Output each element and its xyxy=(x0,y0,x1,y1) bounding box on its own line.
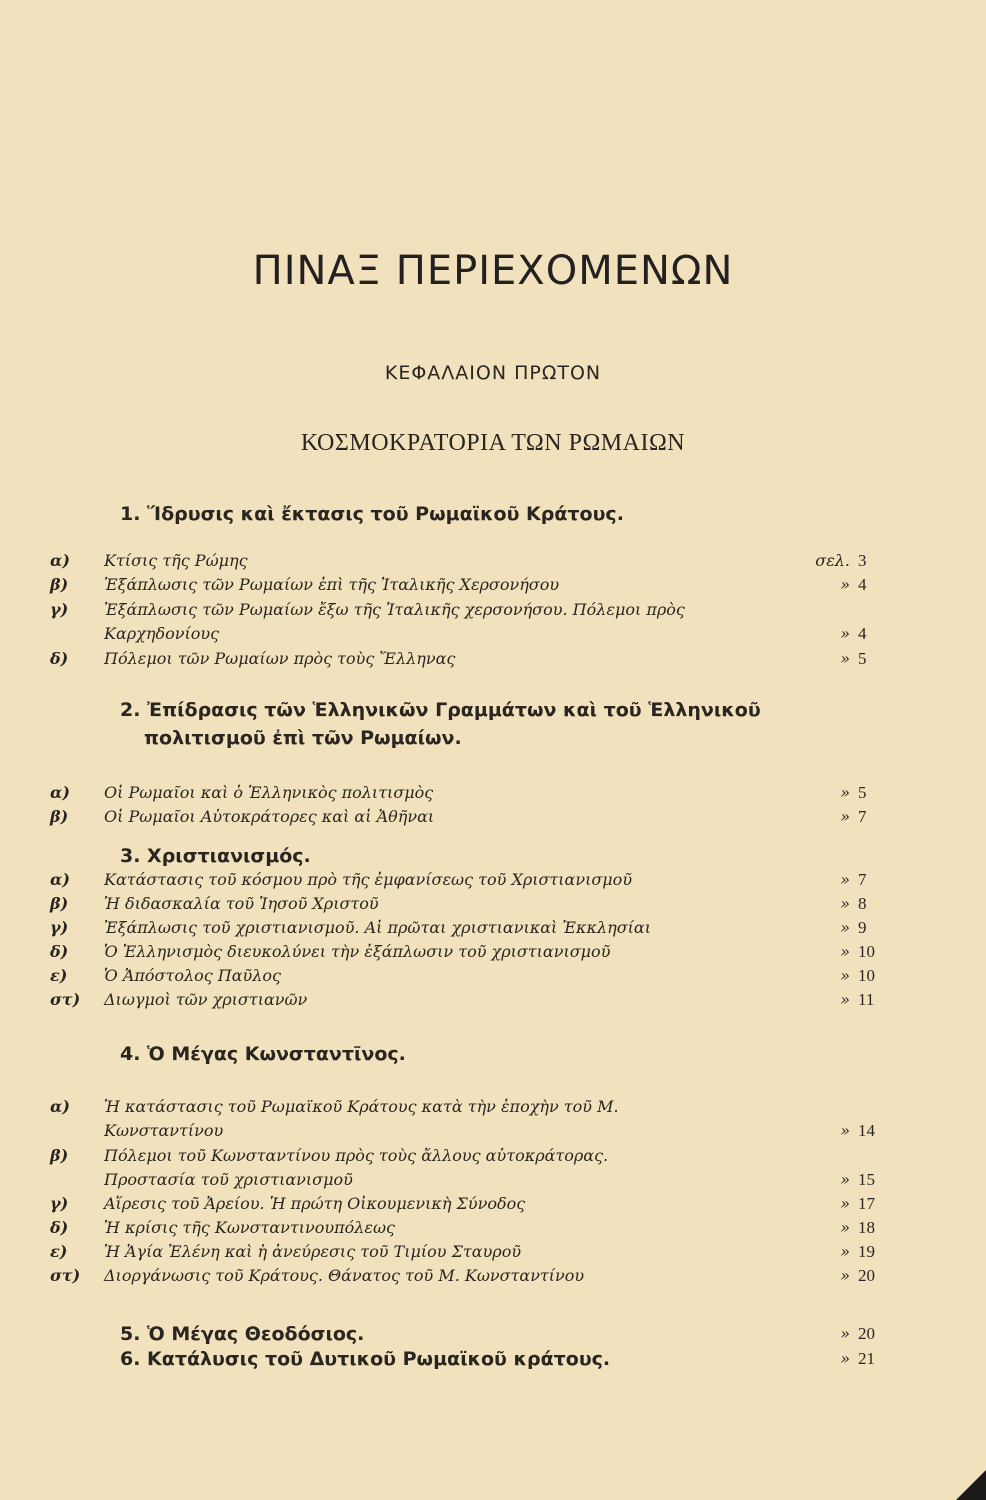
section-heading-2 xyxy=(120,696,761,752)
toc-entry xyxy=(50,964,890,988)
section-heading-1: 1. Ἵδρυσις καὶ ἔκτασις τοῦ Ρωμαϊκοῦ Κράτους. xyxy=(120,503,624,525)
entry-label: α) xyxy=(50,1097,70,1116)
entry-page-number: 17 xyxy=(858,1194,875,1213)
entry-text: Ὁ Ἀπόστολος Παῦλος xyxy=(104,966,281,985)
entry-page-number: 19 xyxy=(858,1242,875,1261)
entry-page-mark: » xyxy=(840,1170,850,1189)
toc-entry xyxy=(50,781,890,805)
entry-page-mark: » xyxy=(840,918,850,937)
section-heading-2-line2: πολιτισμοῦ ἐπὶ τῶν Ρωμαίων. xyxy=(144,727,462,749)
entry-label: στ) xyxy=(50,1266,81,1285)
entry-label: δ) xyxy=(50,649,69,668)
chapter-label: ΚΕΦΑΛΑΙΟΝ ΠΡΩΤΟΝ xyxy=(384,362,602,384)
entry-text: Ἡ κρίσις τῆς Κωνσταντινουπόλεως xyxy=(104,1218,395,1237)
entry-page-mark: » xyxy=(840,1218,850,1237)
entry-text: Πόλεμοι τοῦ Κωνσταντίνου πρὸς τοὺς ἄλλους αὐτοκράτορας. xyxy=(104,1146,609,1165)
entry-page-number: 5 xyxy=(858,649,867,668)
entry-text: Ἡ διδασκαλία τοῦ Ἰησοῦ Χριστοῦ xyxy=(104,894,379,913)
entry-page-number: 7 xyxy=(858,807,867,826)
toc-entry xyxy=(50,892,890,916)
entry-page-mark: » xyxy=(840,894,850,913)
entry-text: Οἱ Ρωμαῖοι καὶ ὁ Ἑλληνικὸς πολιτισμὸς xyxy=(104,783,434,802)
entry-page-number: 10 xyxy=(858,966,875,985)
toc-entry xyxy=(50,1144,890,1168)
toc-entry xyxy=(50,622,890,646)
entry-page-mark: » xyxy=(840,1349,850,1368)
entry-label: β) xyxy=(50,1146,69,1165)
entry-page-mark: » xyxy=(840,942,850,961)
toc-entry xyxy=(50,1347,890,1371)
entry-page-mark: σελ. xyxy=(815,551,850,570)
entry-text: Ὁ Ἑλληνισμὸς διευκολύνει τὴν ἐξάπλωσιν τοῦ χριστιανισμοῦ xyxy=(104,942,611,961)
entry-page-mark: » xyxy=(840,870,850,889)
entry-text: Ἡ Ἁγία Ἑλένη καὶ ἡ ἀνεύρεσις τοῦ Τιμίου Σταυροῦ xyxy=(104,1242,522,1261)
entry-text: Ἡ κατάστασις τοῦ Ρωμαϊκοῦ Κράτους κατὰ τὴν ἐποχὴν τοῦ Μ. xyxy=(104,1097,619,1116)
entry-label: β) xyxy=(50,575,69,594)
entry-page-mark: » xyxy=(840,649,850,668)
entry-page-number: 21 xyxy=(858,1349,875,1368)
toc-entry xyxy=(50,573,890,597)
entry-label: α) xyxy=(50,551,70,570)
entry-label: γ) xyxy=(50,600,69,619)
entry-page-mark: » xyxy=(840,783,850,802)
toc-entry xyxy=(50,1264,890,1288)
entry-text: Ἐξάπλωσις τῶν Ρωμαίων ἐπὶ τῆς Ἰταλικῆς Χερσονήσου xyxy=(104,575,560,594)
entry-page-mark: » xyxy=(840,1324,850,1343)
entry-text: Ἐξάπλωσις τοῦ χριστιανισμοῦ. Αἱ πρῶται χριστιανικαὶ Ἐκκλησίαι xyxy=(104,918,651,937)
entry-label: β) xyxy=(50,894,69,913)
toc-entry xyxy=(50,549,890,573)
entry-label: α) xyxy=(50,870,70,889)
section-heading-4: 4. Ὁ Μέγας Κωνσταντῖνος. xyxy=(120,1043,406,1065)
toc-entry xyxy=(50,1095,890,1119)
toc-entry xyxy=(50,647,890,671)
entry-page-number: 7 xyxy=(858,870,867,889)
entry-label: ε) xyxy=(50,1242,68,1261)
entry-page-number: 14 xyxy=(858,1121,875,1140)
entry-text: Κατάστασις τοῦ κόσμου πρὸ τῆς ἐμφανίσεως τοῦ Χριστιανισμοῦ xyxy=(104,870,633,889)
toc-entry xyxy=(50,868,890,892)
toc-entry xyxy=(50,1216,890,1240)
page-corner-shadow xyxy=(956,1470,986,1500)
entry-label: δ) xyxy=(50,942,69,961)
entry-page-mark: » xyxy=(840,966,850,985)
entry-label: δ) xyxy=(50,1218,69,1237)
entry-page-mark: » xyxy=(840,1242,850,1261)
chapter-subtitle: ΚΟΣΜΟΚΡΑΤΟΡΙΑ ΤΩΝ ΡΩΜΑΙΩΝ xyxy=(300,430,686,456)
page-title: ΠΙΝΑΞ ΠΕΡΙΕΧΟΜΕΝΩΝ xyxy=(252,248,734,294)
toc-entry xyxy=(50,1119,890,1143)
section-heading-2-line1: 2. Ἐπίδρασις τῶν Ἑλληνικῶν Γραμμάτων καὶ τοῦ Ἑλληνικοῦ xyxy=(120,699,761,721)
entry-page-number: 18 xyxy=(858,1218,875,1237)
entry-page-number: 20 xyxy=(858,1324,875,1343)
entry-page-number: 9 xyxy=(858,918,867,937)
entry-page-number: 11 xyxy=(858,990,875,1009)
toc-entry xyxy=(50,805,890,829)
entry-page-number: 5 xyxy=(858,783,867,802)
toc-entry xyxy=(50,916,890,940)
toc-entry xyxy=(50,1192,890,1216)
entry-page-number: 15 xyxy=(858,1170,875,1189)
entry-page-mark: » xyxy=(840,1266,850,1285)
entry-text: Διοργάνωσις τοῦ Κράτους. Θάνατος τοῦ Μ. Κωνσταντίνου xyxy=(104,1266,585,1285)
entry-text: Οἱ Ρωμαῖοι Αὐτοκράτορες καὶ αἱ Ἀθῆναι xyxy=(104,807,435,826)
entry-page-mark: » xyxy=(840,624,850,643)
entry-text: Κωνσταντίνου xyxy=(104,1121,224,1140)
entry-text: Κτίσις τῆς Ρώμης xyxy=(104,551,248,570)
entry-page-number: 4 xyxy=(858,624,867,643)
entry-page-mark: » xyxy=(840,807,850,826)
entry-text: Προστασία τοῦ χριστιανισμοῦ xyxy=(104,1170,353,1189)
toc-entry xyxy=(50,1322,890,1346)
section-heading-5: 5. Ὁ Μέγας Θεοδόσιος. xyxy=(120,1323,365,1345)
entry-page-number: 3 xyxy=(858,551,867,570)
entry-page-mark: » xyxy=(840,990,850,1009)
section-heading-6: 6. Κατάλυσις τοῦ Δυτικοῦ Ρωμαϊκοῦ κράτους. xyxy=(120,1348,611,1370)
toc-entry xyxy=(50,598,890,622)
entry-text: Ἐξάπλωσις τῶν Ρωμαίων ἔξω τῆς Ἰταλικῆς χερσονήσου. Πόλεμοι πρὸς xyxy=(104,600,685,619)
entry-label: ε) xyxy=(50,966,68,985)
toc-entry xyxy=(50,1240,890,1264)
entry-text: Πόλεμοι τῶν Ρωμαίων πρὸς τοὺς Ἕλληνας xyxy=(104,649,456,668)
entry-page-number: 20 xyxy=(858,1266,875,1285)
entry-text: Αἵρεσις τοῦ Ἀρείου. Ἡ πρώτη Οἰκουμενικὴ Σύνοδος xyxy=(104,1194,526,1213)
entry-page-number: 8 xyxy=(858,894,867,913)
entry-text: Καρχηδονίους xyxy=(104,624,220,643)
entry-label: α) xyxy=(50,783,70,802)
toc-entry xyxy=(50,940,890,964)
entry-page-mark: » xyxy=(840,1121,850,1140)
entry-label: στ) xyxy=(50,990,81,1009)
entry-page-mark: » xyxy=(840,575,850,594)
entry-page-number: 4 xyxy=(858,575,867,594)
entry-page-number: 10 xyxy=(858,942,875,961)
entry-page-mark: » xyxy=(840,1194,850,1213)
entry-label: γ) xyxy=(50,1194,69,1213)
entry-label: γ) xyxy=(50,918,69,937)
entry-text: Διωγμοὶ τῶν χριστιανῶν xyxy=(104,990,308,1009)
section-heading-3: 3. Χριστιανισμός. xyxy=(120,845,311,867)
toc-entry xyxy=(50,988,890,1012)
toc-entry xyxy=(50,1168,890,1192)
entry-label: β) xyxy=(50,807,69,826)
